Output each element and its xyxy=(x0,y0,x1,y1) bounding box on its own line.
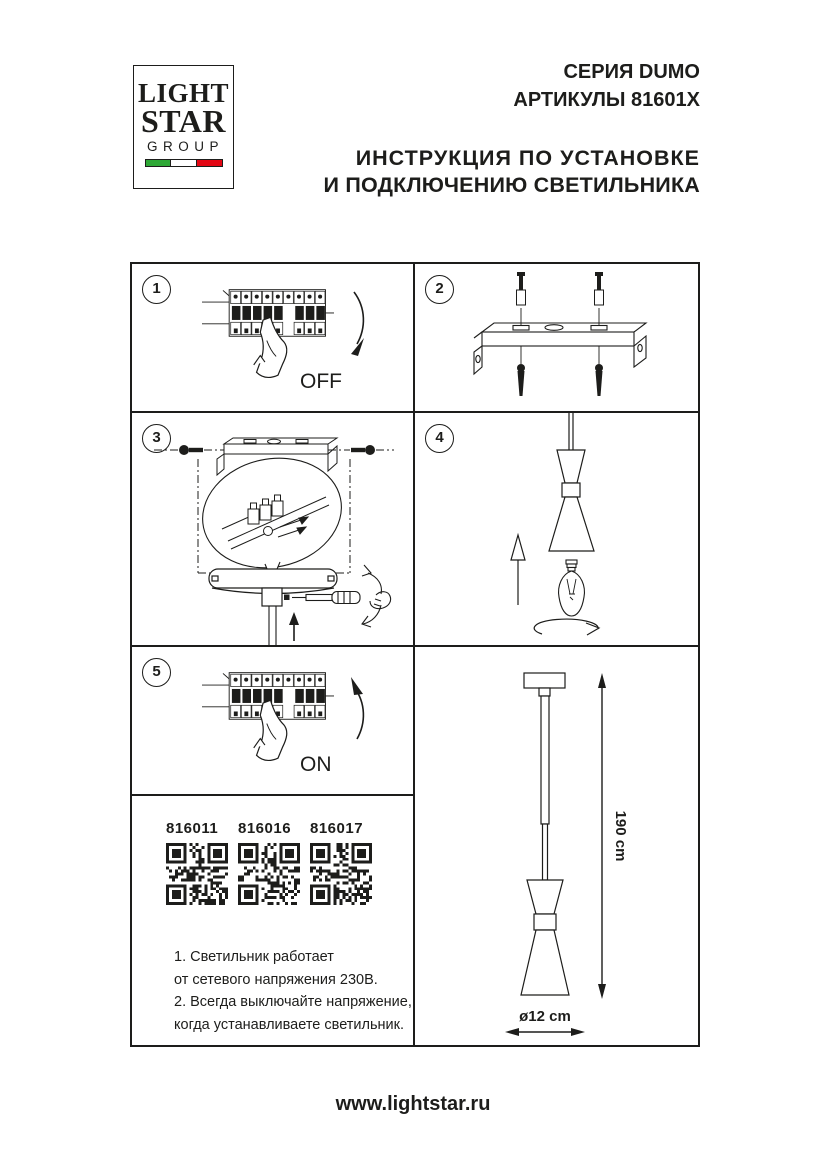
step-3-diagram wiring-canopy-diagram xyxy=(132,413,413,645)
arrow-up-icon xyxy=(351,677,363,695)
flag-red xyxy=(197,160,222,166)
header xyxy=(324,60,700,199)
website-url: www.lightstar.ru xyxy=(335,1093,491,1115)
qr-item xyxy=(310,820,372,910)
arrow-down-icon xyxy=(351,338,364,356)
rotate-arrow-icon xyxy=(534,619,599,635)
step-5-panel xyxy=(132,647,413,794)
step-2-diagram mounting-bracket-diagram xyxy=(415,264,698,411)
article-number: 816011 xyxy=(166,820,219,837)
flag-white xyxy=(170,160,197,166)
step-3-panel xyxy=(132,413,413,645)
step-5-badge: 5 xyxy=(142,658,171,687)
instruction-title-line1: ИНСТРУКЦИЯ ПО УСТАНОВКЕ xyxy=(355,146,700,170)
qr-item xyxy=(166,820,228,910)
arrow-up-icon xyxy=(289,612,299,625)
lightstar-logo xyxy=(133,65,234,189)
articles-title: АРТИКУЛЫ 81601X xyxy=(513,89,700,111)
article-number: 816016 xyxy=(238,820,292,837)
step-1-badge: 1 xyxy=(142,275,171,304)
step-2-badge: 2 xyxy=(425,275,454,304)
qr-item xyxy=(238,820,300,910)
step-3-badge: 3 xyxy=(142,424,171,453)
article-number: 816017 xyxy=(310,820,364,837)
step-5-diagram breaker-on-diagram xyxy=(132,647,413,794)
qr-code xyxy=(238,843,300,905)
step-4-panel xyxy=(415,413,698,645)
on-label: ON xyxy=(300,753,332,776)
dimensions-panel xyxy=(415,647,698,1045)
logo-text-star: STAR xyxy=(141,103,226,139)
qr-code xyxy=(166,843,228,905)
off-label: OFF xyxy=(300,370,342,393)
diameter-label: ø12 cm xyxy=(519,1008,571,1025)
flag-green xyxy=(146,160,171,166)
steps-grid xyxy=(130,262,700,1047)
logo-text-group: GROUP xyxy=(146,139,224,154)
step-4-diagram shade-bulb-diagram xyxy=(415,413,698,645)
height-dimension xyxy=(598,673,629,999)
turning-hand-icon xyxy=(362,565,391,627)
step-1-diagram breaker-off-diagram xyxy=(132,264,413,411)
qr-notes-panel xyxy=(132,794,413,1045)
italian-flag-bar xyxy=(145,159,223,167)
pendant-dimensions-diagram xyxy=(415,647,698,1045)
diameter-dimension xyxy=(505,1008,585,1036)
step-4-badge: 4 xyxy=(425,424,454,453)
height-label: 190 cm xyxy=(612,810,629,862)
logo-text-light: LIGHT xyxy=(137,78,230,108)
step-1-panel xyxy=(132,264,413,411)
qr-code xyxy=(310,843,372,905)
note-line: 2. Всегда выключайте напряжение, xyxy=(174,994,412,1010)
safety-notes xyxy=(174,946,412,1036)
note-line: когда устанавливаете светильник. xyxy=(174,1016,405,1033)
note-line: от сетевого напряжения 230В. xyxy=(174,971,378,988)
instruction-title-line2: И ПОДКЛЮЧЕНИЮ СВЕТИЛЬНИКА xyxy=(323,173,700,197)
light-bulb-icon xyxy=(559,560,585,616)
screwdriver-icon xyxy=(292,592,360,604)
series-title: СЕРИЯ DUMO xyxy=(563,61,700,83)
qr-row xyxy=(166,820,372,910)
step-2-panel xyxy=(415,264,698,411)
note-line: 1. Светильник работает xyxy=(174,949,334,965)
